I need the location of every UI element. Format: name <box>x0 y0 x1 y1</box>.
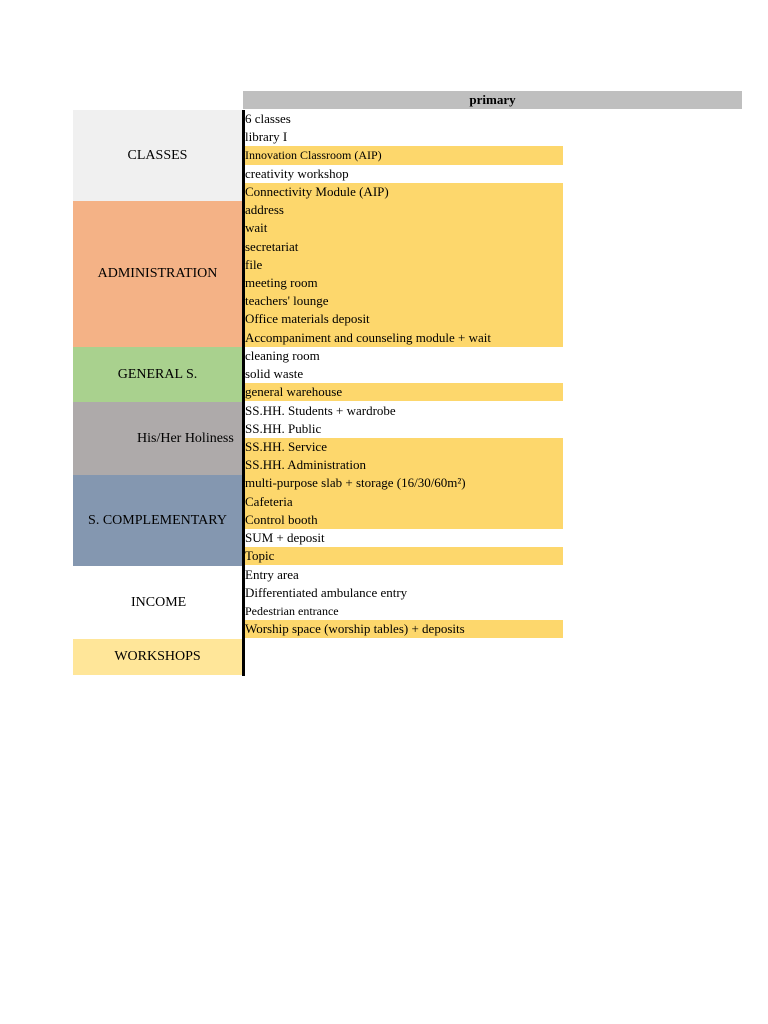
space-row: wait <box>245 219 563 237</box>
space-row: cleaning room <box>245 347 320 363</box>
space-row: Cafeteria <box>245 493 563 511</box>
category-label: WORKSHOPS <box>114 649 201 664</box>
space-row: SUM + deposit <box>245 530 325 546</box>
space-row: Connectivity Module (AIP) <box>245 183 563 201</box>
space-row: Entry area <box>245 566 299 582</box>
space-row: SS.HH. Students + wardrobe <box>245 402 396 418</box>
space-row: Pedestrian entrance <box>245 603 339 618</box>
space-row: SS.HH. Administration <box>245 456 563 474</box>
space-row: Innovation Classroom (AIP) <box>245 146 563 164</box>
space-row: address <box>245 201 563 219</box>
category-label: GENERAL S. <box>117 366 198 382</box>
category-administration <box>73 201 242 347</box>
category-workshops <box>73 639 242 675</box>
space-row: file <box>245 256 563 274</box>
space-row: SS.HH. Public <box>245 420 322 436</box>
category-label: CLASSES <box>127 147 188 163</box>
category-classes <box>73 110 242 201</box>
category-complementary <box>73 475 242 566</box>
category-general-services <box>73 347 242 402</box>
space-row: general warehouse <box>245 383 563 401</box>
space-row: multi-purpose slab + storage (16/30/60m²) <box>245 474 563 492</box>
column-header-primary: primary <box>243 91 742 109</box>
space-row: creativity workshop <box>245 165 349 181</box>
space-row: Office materials deposit <box>245 310 563 328</box>
category-label: ADMINISTRATION <box>97 266 218 281</box>
category-restrooms <box>73 402 242 475</box>
category-income <box>73 566 242 639</box>
space-row: SS.HH. Service <box>245 438 563 456</box>
category-label: S. COMPLEMENTARY <box>88 512 227 528</box>
space-row: teachers' lounge <box>245 292 563 310</box>
space-row: Differentiated ambulance entry <box>245 584 408 600</box>
space-row: solid waste <box>245 366 304 382</box>
space-row: library I <box>245 129 288 145</box>
space-row: meeting room <box>245 274 563 292</box>
space-row: Topic <box>245 547 563 565</box>
space-row: secretariat <box>245 238 563 256</box>
space-row: Worship space (worship tables) + deposits <box>245 620 563 638</box>
space-row: 6 classes <box>245 111 291 126</box>
category-label: INCOME <box>131 594 187 610</box>
space-row: Accompaniment and counseling module + wait <box>245 329 563 347</box>
space-row: Control booth <box>245 511 563 529</box>
category-label: His/Her Holiness <box>137 430 234 446</box>
